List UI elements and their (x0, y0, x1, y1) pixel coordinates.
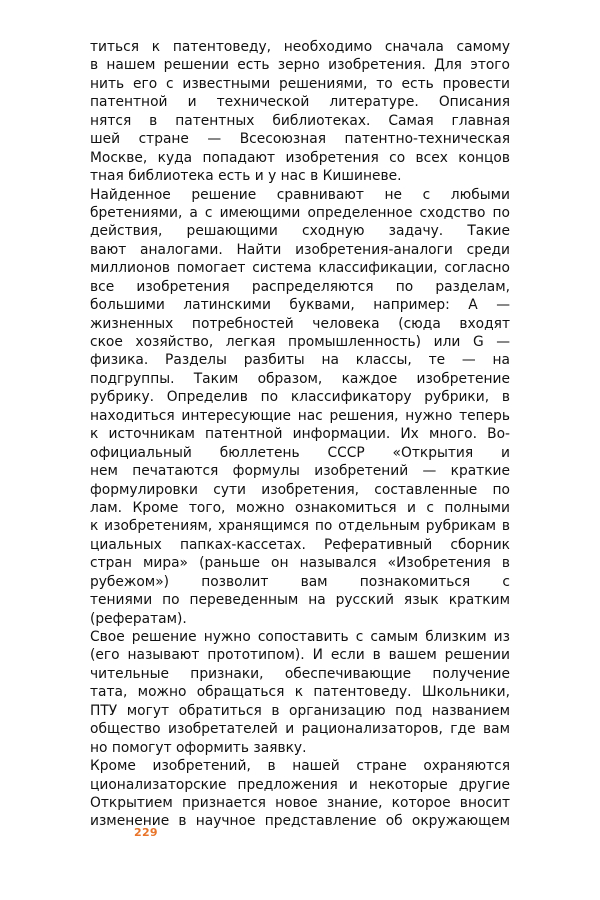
text-line: в нашем решении есть зерно изобретения. Для этого (90, 57, 510, 74)
text-line: формулировки сути изобретения, составленные по (90, 481, 510, 498)
text-line: официальный бюллетень СССР «Открытия и (90, 444, 510, 461)
text-line: ПТУ могут обратиться в организацию под названием (90, 702, 510, 719)
text-body (90, 38, 510, 828)
text-line: рубежом») позволит вам познакомиться с (90, 573, 510, 590)
text-line: рубрику. Определив по классификатору рубрики, в (90, 389, 510, 406)
text-line: к изобретениям, хранящимся по отдельным рубрикам в (90, 518, 510, 535)
text-line: нем печатаются формулы изобретений — краткие (90, 463, 510, 480)
text-line: общество изобретателей и рационализаторов, где вам (90, 721, 510, 738)
text-line: жизненных потребностей человека (сюда входят (90, 315, 510, 332)
text-line: физика. Разделы разбиты на классы, те — на (90, 352, 510, 369)
text-line: Открытием признается новое знание, которое вносит (90, 794, 510, 811)
text-line: тная библиотека есть и у нас в Кишиневе. (90, 168, 402, 185)
text-line: чительные признаки, обеспечивающие получение (90, 665, 510, 682)
text-line: лам. Кроме того, можно ознакомиться и с полными (90, 499, 510, 516)
text-line: большими латинскими буквами, например: А — (90, 297, 510, 314)
paragraph (90, 38, 510, 186)
text-line: Найденное решение сравнивают не с любыми (90, 186, 510, 203)
text-line: но помогут оформить заявку. (90, 739, 307, 756)
text-line: циальных папках-кассетах. Реферативный сборник (90, 536, 510, 553)
text-line: Свое решение нужно сопоставить с самым близким из (90, 629, 510, 645)
text-line: нятся в патентных библиотеках. Самая главная (90, 112, 510, 129)
text-line: миллионов помогает система классификации, согласно (90, 260, 510, 277)
text-line: патентной и технической литературе. Описания (90, 94, 510, 111)
text-line: шей стране — Всесоюзная патентно-техническая (90, 131, 510, 148)
text-line: бретениями, а с имеющими определенное сходство по (90, 204, 510, 221)
text-line: тата, можно обращаться к патентоведу. Школьники, (90, 684, 510, 701)
text-line: к источникам патентной информации. Их много. Во- (90, 426, 510, 443)
page-number: 229 (134, 826, 158, 839)
text-line: вают аналогами. Найти изобретения-аналоги среди (90, 241, 510, 258)
text-line: ское хозяйство, легкая промышленность) или G — (90, 334, 510, 350)
text-line: нить его с известными решениями, то есть провести (90, 75, 510, 92)
text-line: находиться интересующие нас решения, нужно теперь (90, 407, 510, 424)
paragraph (90, 186, 510, 629)
text-line: подгруппы. Таким образом, каждое изобретение (90, 370, 510, 387)
text-line: Кроме изобретений, в нашей стране охраняются (90, 758, 510, 775)
text-line: Москве, куда попадают изобретения со всех концов (90, 149, 510, 166)
text-line: тениями по переведенным на русский язык кратким (90, 592, 510, 609)
document-page (90, 38, 510, 828)
paragraph (90, 757, 510, 828)
text-line: все изобретения распределяются по разделам, (90, 278, 510, 295)
text-line: (рефератам). (90, 610, 187, 627)
text-line: изменение в научное представление об окружающем (90, 813, 510, 828)
text-line: (его называют прототипом). И если в вашем решении (90, 647, 510, 664)
text-line: титься к патентоведу, необходимо сначала самому (90, 39, 510, 55)
text-line: ционализаторские предложения и некоторые другие (90, 776, 510, 793)
text-line: стран мира» (раньше он назывался «Изобретения в (90, 555, 510, 572)
paragraph (90, 628, 510, 757)
text-line: действия, решающими сходную задачу. Такие (90, 223, 510, 240)
